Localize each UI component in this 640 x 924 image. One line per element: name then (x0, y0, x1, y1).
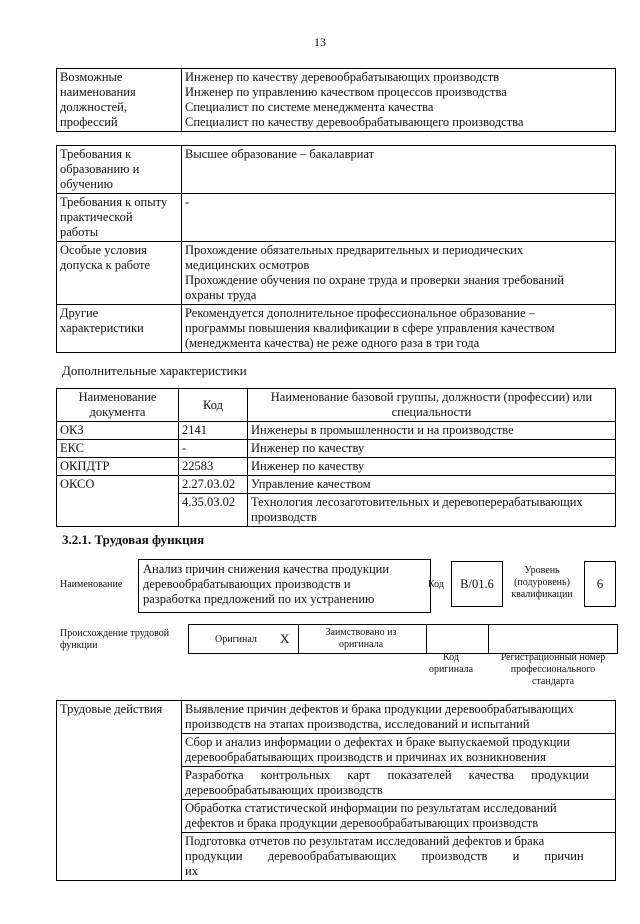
level-value: 6 (584, 561, 616, 607)
cell-code: 4.35.03.02 (179, 494, 248, 527)
position-item: Инженер по качеству деревообрабатывающих производств (185, 70, 500, 84)
table-row (57, 146, 616, 194)
table-row (57, 194, 616, 242)
labor-action-item: Выявление причин дефектов и брака продукции деревообрабатывающих производств на этапах производства, исследований и испытаний (182, 701, 616, 734)
cell-code: 22583 (179, 458, 248, 476)
cell-name: Инженер по качеству (248, 440, 616, 458)
cell-code: 2.27.03.02 (179, 476, 248, 494)
requirement-label: Требования к образованию и обучению (57, 146, 182, 194)
header-doc: Наименование документа (57, 389, 179, 422)
function-name-label: Наименование (60, 579, 123, 590)
table-row (57, 476, 616, 494)
function-code-label: Код (428, 579, 444, 590)
positions-table (56, 68, 616, 132)
reg-caption: Регистрационный номер профессионального стандарта (500, 652, 606, 687)
labor-actions-label: Трудовые действия (57, 701, 182, 881)
requirement-label: Требования к опыту практической работы (57, 194, 182, 242)
requirement-label: Другие характеристики (57, 305, 182, 353)
labor-action-item: Сбор и анализ информации о дефектах и браке выпускаемой продукции деревообрабатывающих производств и причинах их возникновения (182, 734, 616, 767)
function-name-box: Анализ причин снижения качества продукции деревообрабатывающих производств и разработка предложений по их устранению (138, 559, 431, 613)
position-item: Специалист по качеству деревообрабатывающего производства (185, 115, 524, 129)
code-caption: Код оригинала (428, 652, 474, 675)
positions-label: Возможные наименования должностей, профессий (57, 69, 182, 132)
header-code: Код (179, 389, 248, 422)
table-row (57, 701, 616, 734)
origin-label: Происхождение трудовой функции (60, 628, 170, 651)
original-mark: X (280, 631, 290, 646)
requirement-label: Особые условия допуска к работе (57, 242, 182, 305)
table-row (57, 305, 616, 353)
labor-action-item: Обработка статистической информации по результатам исследований дефектов и брака продукции деревообрабатывающих производств (182, 800, 616, 833)
borrowed-label: Заимствовано из оригинала (325, 627, 397, 650)
origin-box (188, 624, 618, 654)
additional-table (56, 388, 616, 527)
cell-name: Технология лесозаготовительных и деревоперерабатывающих производств (248, 494, 616, 527)
position-item: Специалист по системе менеджмента качества (185, 100, 434, 114)
header-name: Наименование базовой группы, должности (профессии) или специальности (248, 389, 616, 422)
table-header-row (57, 389, 616, 422)
cell-name: Инженеры в промышленности и на производстве (248, 422, 616, 440)
table-row (57, 242, 616, 305)
section-title: 3.2.1. Трудовая функция (62, 532, 205, 547)
requirements-table (56, 145, 616, 353)
cell-doc: ОКЗ (57, 422, 179, 440)
level-label: Уровень (подуровень) квалификации (511, 565, 573, 600)
cell-doc: ОКПДТР (57, 458, 179, 476)
labor-action-item: Разработка контрольных карт показателей качества продукции деревообрабатывающих производств (182, 767, 616, 800)
positions-list (182, 69, 616, 132)
requirement-value: Рекомендуется дополнительное профессиональное образование – программы повышения квалификации в сфере управления качеством (менеджмента качества) не реже одного раза в три года (182, 305, 616, 353)
position-item: Инженер по управлению качеством процессов производства (185, 85, 507, 99)
page-number: 13 (314, 35, 326, 49)
cell-code: 2141 (179, 422, 248, 440)
labor-actions-table (56, 700, 616, 881)
cell-doc: ОКСО (57, 476, 179, 527)
requirement-value: Прохождение обязательных предварительных и периодических медицинских осмотров Прохождение обучения по охране труда и проверки знания требований охраны труда (182, 242, 616, 305)
additional-title: Дополнительные характеристики (62, 363, 247, 378)
requirement-value: - (182, 194, 616, 242)
labor-action-item: Подготовка отчетов по результатам исследований дефектов и брака продукции деревообрабатывающих производств и причин их (182, 833, 616, 881)
function-code: B/01.6 (451, 561, 503, 607)
cell-name: Управление качеством (248, 476, 616, 494)
table-row (57, 422, 616, 440)
requirement-value: Высшее образование – бакалавриат (182, 146, 616, 194)
cell-doc: ЕКС (57, 440, 179, 458)
cell-name: Инженер по качеству (248, 458, 616, 476)
table-row (57, 458, 616, 476)
table-row (57, 440, 616, 458)
original-label: Оригинал (215, 634, 257, 645)
cell-code: - (179, 440, 248, 458)
